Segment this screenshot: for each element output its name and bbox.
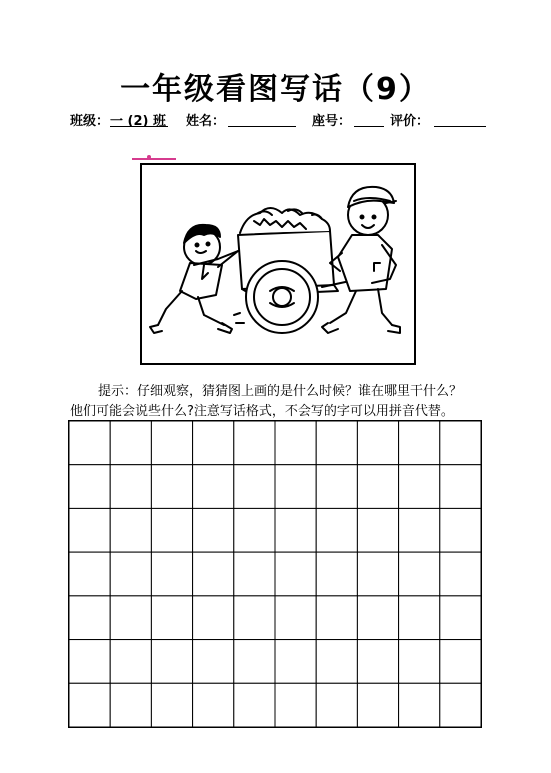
grid-cell[interactable] [110,465,151,509]
grid-cell[interactable] [151,465,192,509]
seat-field[interactable] [354,126,384,127]
grid-cell[interactable] [316,552,357,596]
grid-cell[interactable] [193,465,234,509]
rating-field[interactable] [434,126,486,127]
grid-cell[interactable] [357,552,398,596]
grid-cell[interactable] [151,421,192,465]
grid-cell[interactable] [316,465,357,509]
seat-label: 座号： [312,114,352,129]
grid-cell[interactable] [357,683,398,727]
grid-cell[interactable] [110,552,151,596]
grid-cell[interactable] [316,508,357,552]
grid-cell[interactable] [110,596,151,640]
grid-cell[interactable] [69,596,110,640]
grid-cell[interactable] [275,683,316,727]
grid-cell[interactable] [440,508,481,552]
grid-cell[interactable] [440,421,481,465]
writing-grid[interactable] [68,420,482,728]
grid-cell[interactable] [69,683,110,727]
grid-cell[interactable] [234,596,275,640]
boys-pushing-cart-illustration [140,163,416,365]
grid-cell[interactable] [110,508,151,552]
grid-cell[interactable] [69,552,110,596]
grid-cell[interactable] [193,596,234,640]
grid-cell[interactable] [69,508,110,552]
grid-cell[interactable] [275,465,316,509]
writing-grid-lines [69,421,481,727]
grid-cell[interactable] [193,421,234,465]
grid-cell[interactable] [69,465,110,509]
grid-cell[interactable] [399,596,440,640]
hint-line-1: 提示：仔细观察，猜猜图上画的是什么时候？谁在哪里干什么？ [98,384,463,399]
grid-cell[interactable] [193,640,234,684]
grid-cell[interactable] [316,421,357,465]
grid-cell[interactable] [357,596,398,640]
grid-cell[interactable] [399,421,440,465]
grid-cell[interactable] [234,508,275,552]
grid-cell[interactable] [151,683,192,727]
grid-cell[interactable] [234,552,275,596]
grid-cell[interactable] [316,640,357,684]
grid-cell[interactable] [316,683,357,727]
grid-cell[interactable] [316,596,357,640]
class-underline [110,126,168,127]
grid-cell[interactable] [440,552,481,596]
pink-dot [147,155,151,159]
grid-cell[interactable] [357,508,398,552]
grid-cell[interactable] [357,465,398,509]
grid-cell[interactable] [440,465,481,509]
grid-cell[interactable] [151,640,192,684]
name-label: 姓名： [186,114,226,129]
pink-mark [132,158,176,160]
grid-cell[interactable] [234,640,275,684]
grid-cell[interactable] [399,640,440,684]
worksheet-title: 一年级看图写话（9） [120,72,431,107]
illustration-drawing [142,165,414,363]
grid-cell[interactable] [234,683,275,727]
grid-cell[interactable] [193,683,234,727]
class-value: 一 (2) 班 [110,114,166,129]
grid-cell[interactable] [275,421,316,465]
hint-line-2: 他们可能会说些什么?注意写话格式，不会写的字可以用拼音代替。 [70,404,454,419]
grid-cell[interactable] [399,465,440,509]
grid-cell[interactable] [275,596,316,640]
grid-cell[interactable] [399,683,440,727]
grid-cell[interactable] [69,640,110,684]
grid-cell[interactable] [234,465,275,509]
grid-cell[interactable] [275,640,316,684]
grid-cell[interactable] [357,640,398,684]
grid-cell[interactable] [275,552,316,596]
grid-cell[interactable] [440,683,481,727]
grid-cell[interactable] [399,552,440,596]
grid-cell[interactable] [69,421,110,465]
grid-cell[interactable] [399,508,440,552]
rating-label: 评价： [390,114,430,129]
name-field[interactable] [228,126,296,127]
grid-cell[interactable] [110,421,151,465]
grid-cell[interactable] [193,552,234,596]
grid-cell[interactable] [234,421,275,465]
grid-cell[interactable] [110,640,151,684]
class-label: 班级： [70,114,110,129]
grid-cell[interactable] [110,683,151,727]
grid-cell[interactable] [151,552,192,596]
grid-cell[interactable] [151,596,192,640]
grid-cell[interactable] [275,508,316,552]
grid-cell[interactable] [193,508,234,552]
grid-cell[interactable] [440,640,481,684]
grid-cell[interactable] [357,421,398,465]
grid-cell[interactable] [151,508,192,552]
grid-cell[interactable] [440,596,481,640]
